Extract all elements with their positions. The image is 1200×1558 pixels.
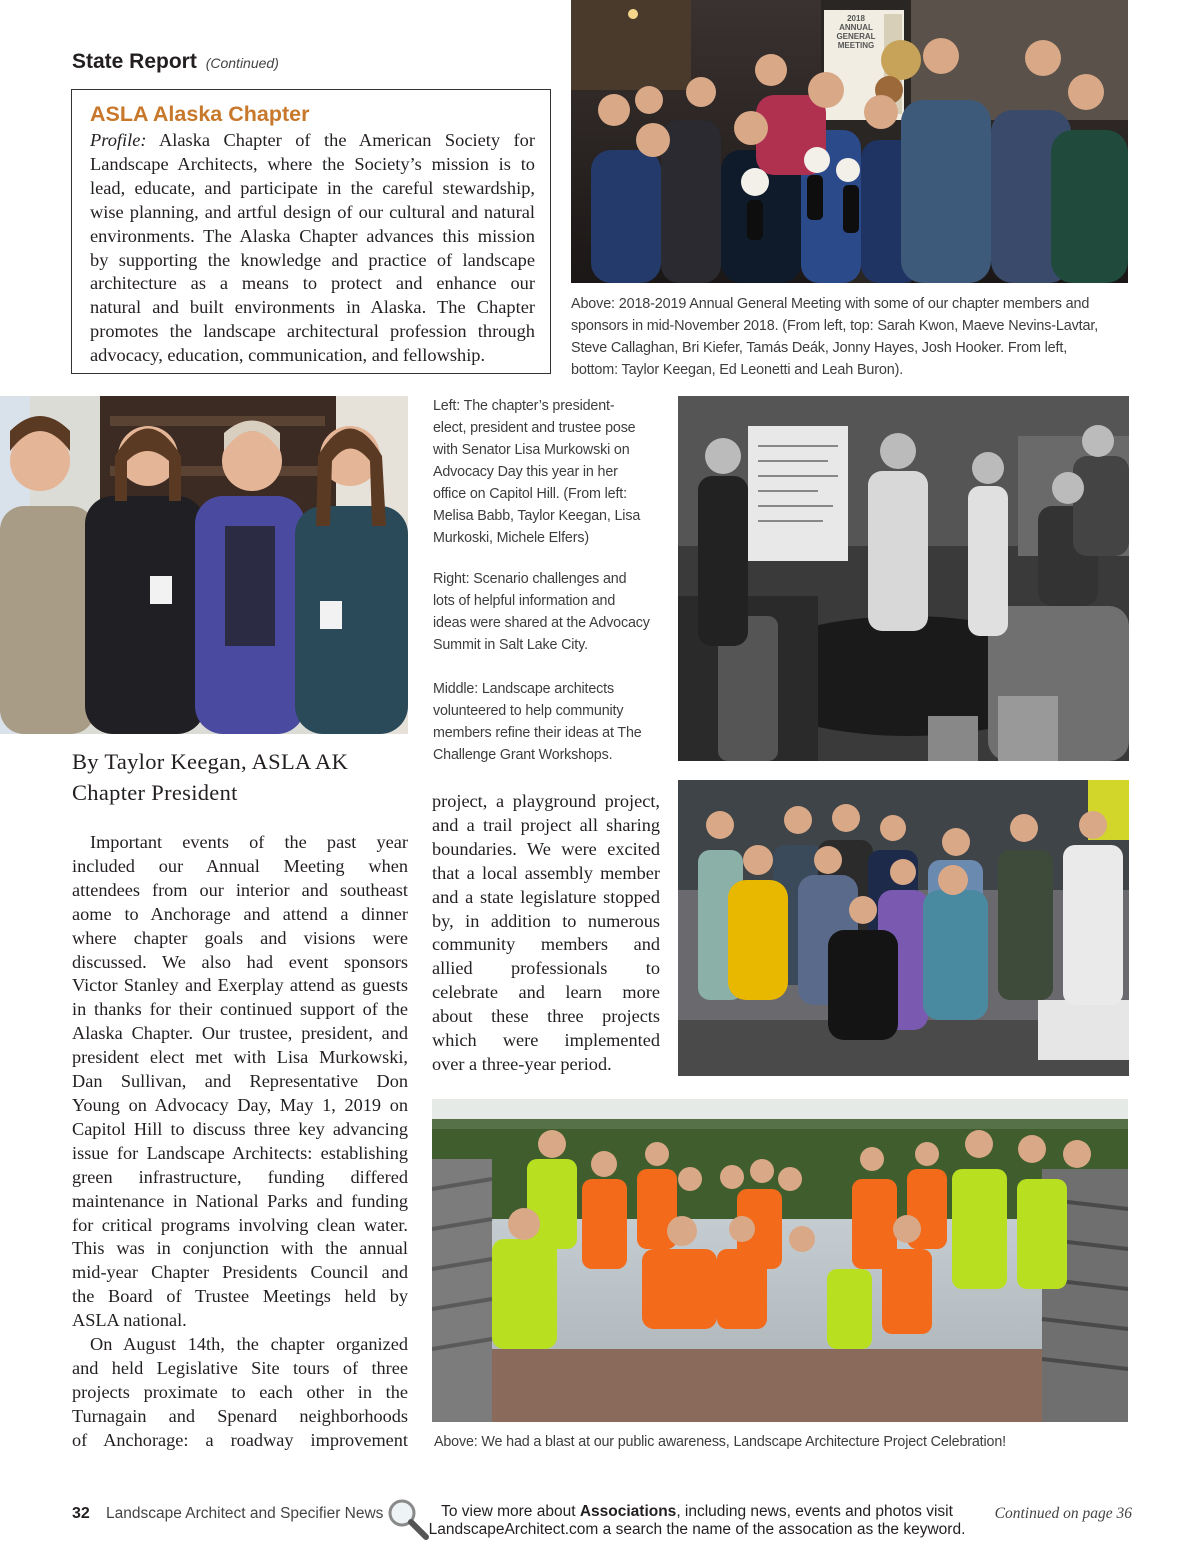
article-line: Important events of the past year xyxy=(90,832,408,852)
caption-line: with Senator Lisa Murkowski on xyxy=(433,442,630,458)
article-line: of Anchorage: a roadway improvement xyxy=(72,1429,408,1450)
publication-name: Landscape Architect and Specifier News xyxy=(106,1505,384,1522)
caption-line: elect, president and trustee pose xyxy=(433,420,636,436)
article-line: discussed. We also had event sponsors xyxy=(72,951,408,972)
article-line: projects proximate to each other in the xyxy=(72,1381,408,1402)
article-line: and a trail project all sharing xyxy=(432,814,660,835)
article-line: Young on Advocacy Day, May 1, 2019 on xyxy=(72,1094,408,1115)
article-line: attendees from our interior and southeast xyxy=(72,879,408,900)
caption-line: Steve Callaghan, Bri Kiefer, Tamás Deák, Jonny Hayes, Josh Hooker. From left, xyxy=(571,340,1068,356)
photo-capitol-hill xyxy=(0,396,408,734)
article-line: included our Annual Meeting when xyxy=(72,855,408,876)
byline xyxy=(72,746,348,808)
article-line: Turnagain and Spenard neighborhoods xyxy=(72,1405,408,1426)
caption-line: ideas were shared at the Advocacy xyxy=(433,615,650,631)
caption-advocacy-summit xyxy=(433,568,673,656)
section-title: State Report xyxy=(72,50,197,73)
caption-annual-meeting xyxy=(571,293,1128,381)
article-line: aome to Anchorage and attend a dinner xyxy=(72,903,408,924)
article-column-1 xyxy=(72,831,408,1453)
profile-line: architecture as a means to protect and enhance our xyxy=(90,273,535,294)
article-line: about these three projects xyxy=(432,1006,660,1027)
article-line: boundaries. We were excited xyxy=(432,838,660,859)
article-line: ASLA national. xyxy=(72,1310,187,1331)
promo-line: To view more about Associations, including news, events and photos visit xyxy=(441,1503,953,1520)
caption-line: Above: 2018-2019 Annual General Meeting with some of our chapter members and xyxy=(571,296,1090,312)
caption-project-celebration: Above: We had a blast at our public awareness, Landscape Architecture Project Celebration! xyxy=(434,1434,1006,1450)
article-line: Victor Stanley and Exerplay attend as guests xyxy=(72,975,408,996)
photo-challenge-grant xyxy=(678,780,1129,1076)
magnifier-icon xyxy=(384,1495,432,1543)
profile-line: by supporting the knowledge and practice of landscape xyxy=(90,249,535,270)
caption-line: Melisa Babb, Taylor Keegan, Lisa xyxy=(433,508,641,524)
banner-sign-line: 2018 xyxy=(847,14,865,23)
article-line: by, in addition to numerous xyxy=(432,910,660,931)
caption-line: Middle: Landscape architects xyxy=(433,681,614,697)
article-line: for critical programs involving clean water. xyxy=(72,1214,408,1235)
footer xyxy=(72,1503,1132,1543)
continued-label: (Continued) xyxy=(205,55,279,71)
article-line: Capitol Hill to discuss three key advancing xyxy=(72,1118,408,1139)
continued-link[interactable]: Continued on page 36 xyxy=(994,1505,1132,1522)
caption-challenge-grant xyxy=(433,678,673,766)
caption-line: members refine their ideas at The xyxy=(433,725,642,741)
article-line: Alaska Chapter. Our trustee, president, and xyxy=(72,1023,408,1044)
caption-line: Summit in Salt Lake City. xyxy=(433,637,588,653)
article-line: Dan Sullivan, and Representative Don xyxy=(72,1071,408,1092)
article-line: celebrate and learn more xyxy=(432,982,660,1003)
banner-sign-line: GENERAL xyxy=(836,32,876,41)
caption-line: bottom: Taylor Keegan, Ed Leonetti and Leah Buron). xyxy=(571,362,904,378)
profile-text xyxy=(90,129,535,368)
profile-line: Landscape Architects, where the Society’s mission is to xyxy=(90,153,535,174)
article-line: project, a playground project, xyxy=(432,791,660,811)
photo-advocacy-summit xyxy=(678,396,1129,761)
caption-line: Right: Scenario challenges and xyxy=(433,571,627,587)
article-line: president elect met with Lisa Murkowski, xyxy=(72,1047,408,1068)
profile-box xyxy=(71,89,551,374)
article-line: in thanks for their continued support of the xyxy=(72,999,408,1020)
article-line: mid-year Chapter Presidents Council and xyxy=(72,1262,408,1283)
article-line: which were implemented xyxy=(432,1030,660,1051)
profile-line: lead, educate, and participate in the careful stewardship, xyxy=(90,177,535,198)
article-line: issue for Landscape Architects: establishing xyxy=(72,1142,408,1163)
article-line: over a three-year period. xyxy=(432,1053,612,1074)
section-header xyxy=(72,50,279,74)
caption-line: volunteered to help community xyxy=(433,703,624,719)
footer-promo xyxy=(427,1503,967,1539)
article-column-2 xyxy=(432,790,660,1077)
article-line: and a state legislature stopped xyxy=(432,886,660,907)
caption-line: Murkoski, Michele Elfers) xyxy=(433,530,589,546)
caption-line: office on Capitol Hill. (From left: xyxy=(433,486,627,502)
caption-line: sponsors in mid-November 2018. (From left, top: Sarah Kwon, Maeve Nevins-Lavtar, xyxy=(571,318,1099,334)
byline-line: Chapter President xyxy=(72,780,238,805)
caption-line: Left: The chapter’s president- xyxy=(433,398,615,414)
banner-sign xyxy=(826,14,886,50)
profile-line: wise planning, and artful design of our cultural and natural xyxy=(90,201,535,222)
byline-line: By Taylor Keegan, ASLA AK xyxy=(72,749,349,774)
promo-keyword: Associations xyxy=(579,1503,677,1520)
banner-sign-line: ANNUAL xyxy=(839,23,873,32)
profile-line: environments. The Alaska Chapter advances this mission xyxy=(90,225,535,246)
article-line: and held Legislative Site tours of three xyxy=(72,1357,408,1378)
promo-line: LandscapeArchitect.com a search the name of the assocation as the keyword. xyxy=(428,1521,966,1538)
article-line: the Board of Trustee Meetings held by xyxy=(72,1286,408,1307)
article-line: where chapter goals and visions were xyxy=(72,927,408,948)
caption-line: lots of helpful information and xyxy=(433,593,616,609)
article-line: community members and xyxy=(432,934,660,955)
page-number: 32 xyxy=(72,1505,90,1522)
profile-line: natural and built environments in Alaska. The Chapter xyxy=(90,297,535,318)
caption-line: Advocacy Day this year in her xyxy=(433,464,618,480)
profile-line: advocacy, education, communication, and fellowship. xyxy=(90,345,486,366)
profile-line: Profile: Alaska Chapter of the American Society for xyxy=(90,130,535,150)
photo-annual-meeting xyxy=(571,0,1128,283)
profile-line: promotes the landscape architectural profession through xyxy=(90,321,535,342)
banner-sign-line: MEETING xyxy=(837,41,875,50)
photo-project-celebration xyxy=(432,1099,1128,1422)
article-line: allied professionals to xyxy=(432,958,660,979)
article-line: green infrastructure, funding differed xyxy=(72,1166,408,1187)
caption-capitol-hill xyxy=(433,395,673,549)
profile-label: Profile: xyxy=(90,130,147,150)
article-line: maintenance in National Parks and funding xyxy=(72,1190,408,1211)
caption-line: Challenge Grant Workshops. xyxy=(433,747,613,763)
profile-title: ASLA Alaska Chapter xyxy=(90,102,310,126)
article-line: This was in conjunction with the annual xyxy=(72,1238,408,1259)
article-line: On August 14th, the chapter organized xyxy=(90,1334,408,1355)
article-line: that a local assembly member xyxy=(432,862,660,883)
